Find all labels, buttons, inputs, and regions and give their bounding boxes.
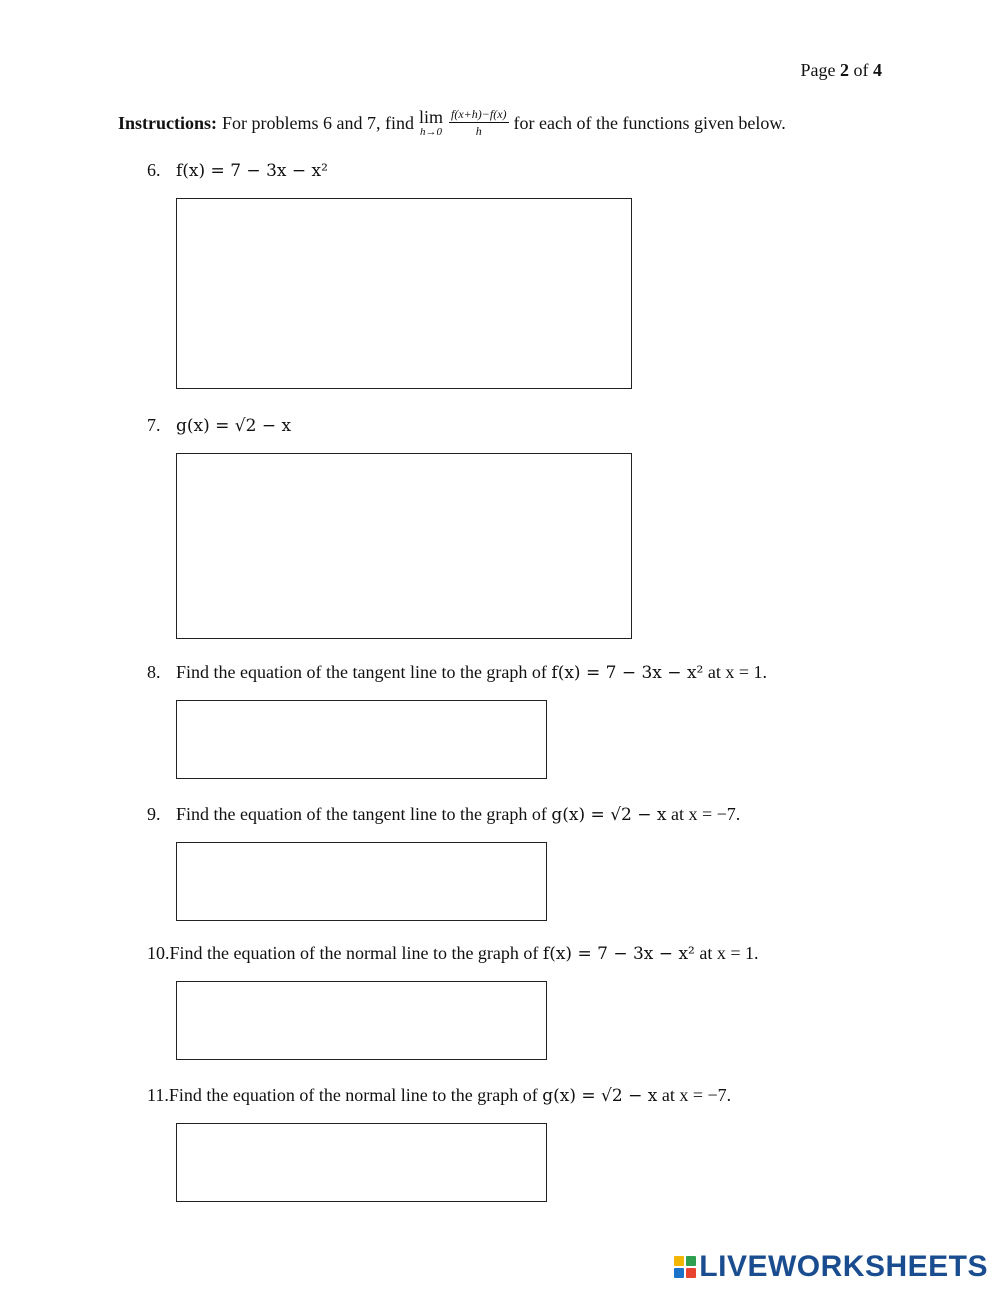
difference-quotient: $\frac{f(x+h)-f(x)}{h}$ — [451, 107, 507, 139]
question-9: 9. Find the equation of the tangent line to the graph of g(x) = √2 − x at x = −7. — [147, 804, 741, 825]
instructions-label: Instructions: — [118, 112, 218, 133]
logo-square — [686, 1256, 696, 1266]
question-11: 11.Find the equation of the normal line to the graph of g(x) = √2 − x at x = −7. — [147, 1085, 732, 1106]
instructions-tail: for each of the functions given below. — [513, 112, 786, 133]
page-number: Page 2 of 4 — [800, 60, 882, 80]
answer-box-9[interactable] — [176, 842, 547, 921]
logo-square — [674, 1268, 684, 1278]
instructions — [118, 108, 786, 138]
answer-box-10[interactable] — [176, 981, 547, 1060]
answer-box-11[interactable] — [176, 1123, 547, 1202]
logo-squares-icon — [674, 1256, 696, 1278]
liveworksheets-logo — [674, 1250, 988, 1284]
question-8: 8. Find the equation of the tangent line to the graph of f(x) = 7 − 3x − x² at x = 1. — [147, 662, 767, 683]
question-6: 6. f(x) = 7 − 3x − x² — [147, 160, 328, 181]
logo-square — [686, 1268, 696, 1278]
answer-box-6[interactable] — [176, 198, 632, 389]
logo-text: LIVEWORKSHEETS — [699, 1250, 988, 1283]
instructions-text: For problems 6 and 7, find — [222, 112, 414, 133]
answer-box-7[interactable] — [176, 453, 632, 639]
limit-expression: lim h→0 — [419, 107, 444, 139]
question-10: 10.Find the equation of the normal line to the graph of f(x) = 7 − 3x − x² at x = 1. — [147, 943, 759, 964]
answer-box-8[interactable] — [176, 700, 547, 779]
logo-square — [674, 1256, 684, 1266]
question-7: 7. g(x) = √2 − x — [147, 415, 292, 436]
